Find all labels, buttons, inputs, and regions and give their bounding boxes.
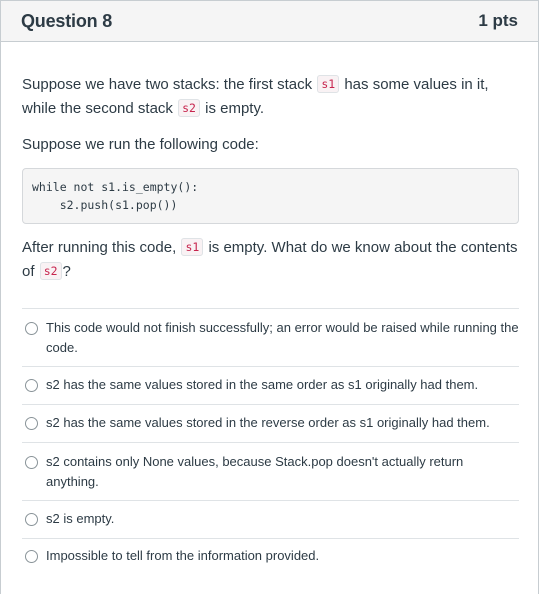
question-text-prompt: After running this code, s1 is empty. What do we know about the contents of s2 ?	[22, 239, 518, 280]
question-title: Question 8	[21, 10, 113, 31]
answer-option-5[interactable]	[22, 500, 519, 538]
answer-option-4[interactable]	[22, 442, 519, 500]
radio-button[interactable]	[25, 322, 38, 335]
radio-button[interactable]	[25, 456, 38, 469]
answer-option-1[interactable]	[22, 308, 519, 366]
radio-button[interactable]	[25, 550, 38, 563]
radio-button[interactable]	[25, 379, 38, 392]
question-points: 1 pts	[478, 11, 518, 30]
inline-code-s2: s2	[40, 262, 62, 280]
answer-label: s2 has the same values stored in the reverse order as s1 originally had them.	[46, 415, 490, 430]
question-text-intro: Suppose we have two stacks: the first stack s1 has some values in it, while the second stack s2 is empty.	[22, 76, 489, 117]
answer-label: s2 is empty.	[46, 511, 115, 526]
answer-label: s2 contains only None values, because Stack.pop doesn't actually return anything.	[46, 454, 464, 489]
answer-list	[22, 308, 519, 576]
answer-option-2[interactable]	[22, 366, 519, 404]
radio-button[interactable]	[25, 417, 38, 430]
radio-button[interactable]	[25, 513, 38, 526]
answer-option-3[interactable]	[22, 404, 519, 442]
answer-label: Impossible to tell from the information provided.	[46, 548, 320, 563]
code-line: s2.push(s1.pop())	[32, 198, 178, 212]
question-text-code-intro: Suppose we run the following code:	[22, 136, 259, 153]
question-header	[1, 1, 538, 42]
answer-label: This code would not finish successfully; an error would be raised while running the code.	[46, 320, 519, 355]
inline-code-s2: s2	[178, 99, 200, 117]
code-block	[22, 168, 519, 224]
answer-option-6[interactable]	[22, 538, 519, 576]
inline-code-s1: s1	[317, 75, 339, 93]
inline-code-s1: s1	[181, 238, 203, 256]
code-line: while not s1.is_empty():	[32, 180, 199, 194]
answer-label: s2 has the same values stored in the same order as s1 originally had them.	[46, 377, 479, 392]
